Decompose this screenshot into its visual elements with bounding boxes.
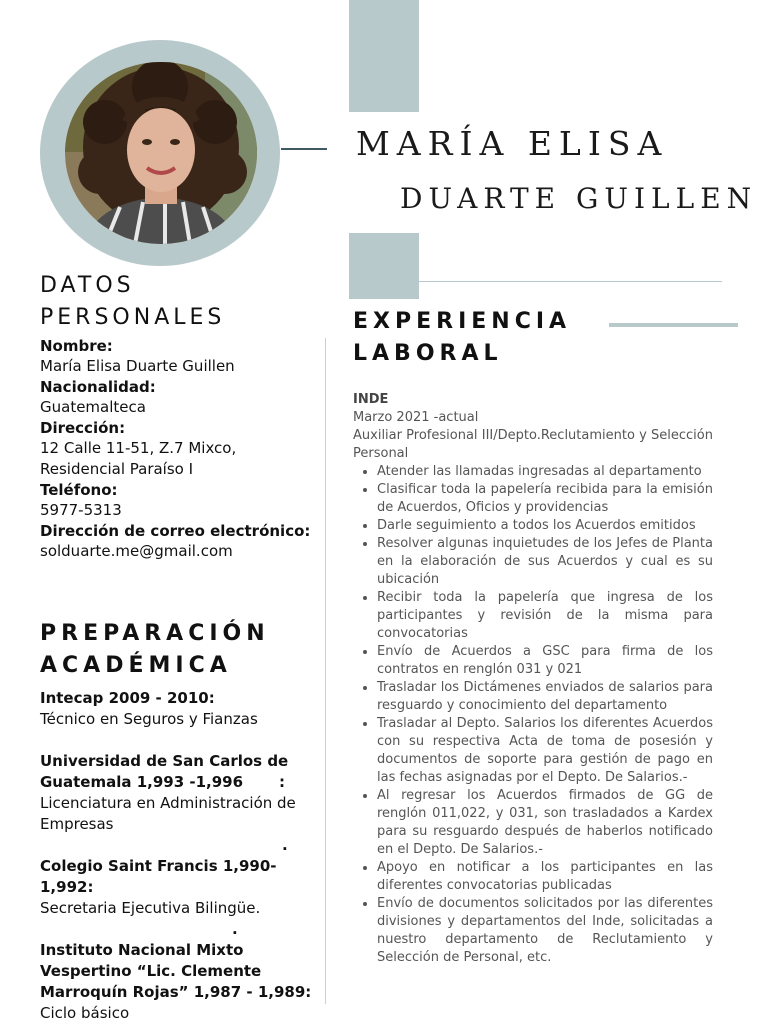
- duties-list: [353, 463, 713, 967]
- job-period: Marzo 2021 -actual: [353, 410, 479, 425]
- personal-fields: [40, 336, 315, 562]
- personal-heading-line1: DATOS: [40, 273, 135, 298]
- education-desc: Ciclo básico: [40, 1004, 130, 1022]
- education-heading-line2: ACADÉMICA: [40, 653, 232, 678]
- field-label-address: Dirección:: [40, 419, 126, 437]
- education-entry: [40, 688, 315, 730]
- field-value-address: 12 Calle 11-51, Z.7 Mixco, Residencial Paraíso I: [40, 439, 237, 478]
- duty-item: • Trasladar los Dictámenes enviados de salarios para resguardo y conocimiento del departamento: [377, 679, 713, 715]
- duty-item: • Envío de Acuerdos a GSC para firma de los contratos en renglón 031 y 021: [377, 643, 713, 679]
- experience-heading-line1: EXPERIENCIA: [353, 309, 572, 334]
- education-title: Intecap 2009 - 2010:: [40, 689, 215, 707]
- name-second-line: DUARTE GUILLEN: [400, 182, 758, 215]
- education-section: [40, 618, 315, 1024]
- education-title: Colegio Saint Francis 1,990- 1,992:: [40, 857, 277, 896]
- decorative-block-top: [349, 0, 419, 112]
- duty-item: • Envío de documentos solicitados por las diferentes divisiones y departamentos del Inde, solicitadas a nuestro departamento de Reclutamiento y Selección de Personal, etc.: [377, 895, 713, 967]
- education-title: [40, 751, 315, 793]
- field-label-nationality: Nacionalidad:: [40, 378, 156, 396]
- personal-heading: [40, 270, 315, 334]
- column-divider: [325, 338, 326, 1004]
- field-value-email: solduarte.me@gmail.com: [40, 542, 233, 560]
- education-entry: [40, 751, 315, 856]
- field-value-name: María Elisa Duarte Guillen: [40, 357, 235, 375]
- education-trail-mark: .: [282, 836, 288, 854]
- field-value-nationality: Guatemalteca: [40, 398, 146, 416]
- company-name: INDE: [353, 392, 389, 407]
- field-label-name: Nombre:: [40, 337, 113, 355]
- duty-item: • Atender las llamadas ingresadas al departamento: [377, 463, 713, 481]
- duty-item: • Resolver algunas inquietudes de los Jefes de Planta en la elaboración de sus Acuerdos y cual es su ubicación: [377, 535, 713, 589]
- education-desc: Secretaria Ejecutiva Bilingüe.: [40, 899, 261, 917]
- education-trail-mark: .: [232, 920, 238, 938]
- duty-item: • Darle seguimiento a todos los Acuerdos emitidos: [377, 517, 713, 535]
- experience-accent-line: [609, 323, 738, 327]
- job-role: Auxiliar Profesional III/Depto.Reclutamiento y Selección Personal: [353, 428, 713, 461]
- education-title-suffix: :: [279, 773, 286, 791]
- divider-line: [418, 281, 722, 282]
- field-value-phone: 5977-5313: [40, 501, 122, 519]
- duty-item: • Clasificar toda la papelería recibida para la emisión de Acuerdos, Oficios y providencias: [377, 481, 713, 517]
- name-connector-line: [281, 148, 327, 150]
- field-label-email: Dirección de correo electrónico:: [40, 522, 311, 540]
- education-desc: Licenciatura en Administración de Empresas: [40, 794, 296, 833]
- education-heading-line1: PREPARACIÓN: [40, 621, 270, 646]
- duty-item: • Al regresar los Acuerdos firmados de GG de renglón 011,022, y 031, son trasladados a Kardex para su resguardo después de haberlos notificado en el Depto. De Salarios.-: [377, 787, 713, 859]
- education-entry: [40, 856, 315, 940]
- education-title: Instituto Nacional Mixto Vespertino “Lic. Clemente Marroquín Rojas” 1,987 - 1,989:: [40, 941, 312, 1001]
- education-desc: Técnico en Seguros y Fianzas: [40, 710, 258, 728]
- profile-photo: [65, 62, 257, 244]
- duty-item: • Apoyo en notificar a los participantes en las diferentes convocatorias publicadas: [377, 859, 713, 895]
- education-heading: [40, 618, 315, 682]
- field-label-phone: Teléfono:: [40, 481, 118, 499]
- decorative-block-middle: [349, 233, 419, 299]
- name-first-line: MARÍA ELISA: [356, 124, 669, 163]
- duty-item: • Trasladar al Depto. Salarios los diferentes Acuerdos con su respectiva Acta de toma de posesión y documentos de soporte para gestión de pago en las fechas asignadas por el Depto. De Salarios.-: [377, 715, 713, 787]
- experience-section: [353, 391, 713, 967]
- education-entry: [40, 940, 315, 1024]
- education-entries: [40, 688, 315, 1024]
- experience-heading-line2: LABORAL: [353, 341, 503, 366]
- duty-item: • Recibir toda la papelería que ingresa de los participantes y revisión de la misma para convocatorias: [377, 589, 713, 643]
- experience-heading: [353, 306, 603, 370]
- education-title-text: Universidad de San Carlos de Guatemala 1,993 -1,996: [40, 752, 289, 791]
- personal-heading-line2: PERSONALES: [40, 305, 226, 330]
- personal-section: [40, 270, 315, 562]
